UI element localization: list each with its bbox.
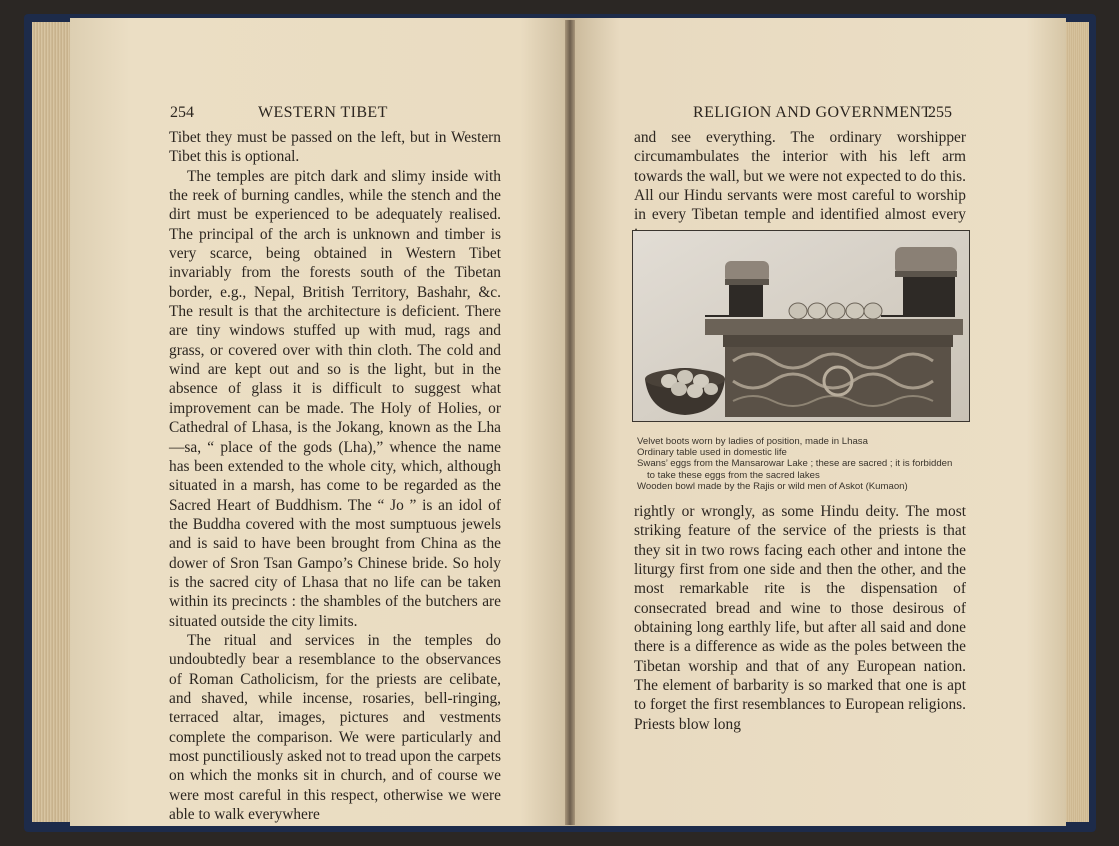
photograph-figure (632, 230, 970, 422)
right-running-head: RELIGION AND GOVERNMENT (693, 104, 932, 121)
paragraph: and see everything. The ordinary worshipper circumambulates the interior with his left arm towards the wall, but we were not expected to do this. All our Hindu servants were most careful to worship in every Tibetan temple and identified almost every (634, 129, 966, 224)
caption-line: Ordinary table used in domestic life (637, 447, 787, 459)
right-top-text (634, 128, 966, 244)
right-bottom-text (634, 502, 966, 734)
left-body-text (169, 128, 501, 824)
left-page (70, 18, 570, 826)
left-page-edges (32, 22, 74, 822)
paragraph: The temples are pitch dark and slimy inside with the reek of burning candles, while the stench and the dirt must be experienced to be adequately realised. The principal of the arch is unknown and timber is very scarce, being obtained in Western Tibet invariably from the forests south of the Tibetan border, e.g., Nepal, British Territory, Bashahr, &c. The result is that the architecture is deficient. There are tiny windows stuffed up with mud, rags and grass, or covered over with thin cloth. The cold and wind are kept out and so is the light, but in the absence of glass it is difficult to suggest what improvement can be made. The Holy of Holies, or Cathedral of Lhasa, is the Jokang, known as the Lha—sa, “ place of the gods (Lha),” whence the name has been extended to the whole city, which, although situated in a marsh, has come to be regarded as the Sacred Heart of Buddhism. The “ Jo ” is an idol of the Buddha covered with the most sumptuous jewels and is said to have been brought from China as the dower of Sron Tsan Gampo’s Chinese bride. So holy is the sacred city of Lhasa that no life can be taken within its precincts : the shambles of the butchers are situated outside the city limits. (169, 167, 501, 630)
right-page (570, 18, 1066, 826)
left-running-head: WESTERN TIBET (258, 104, 388, 121)
photo-illustration (633, 231, 969, 421)
right-page-edges (1063, 22, 1089, 822)
caption-line: to take these eggs from the sacred lakes (647, 469, 820, 481)
left-page-number: 254 (170, 104, 194, 121)
figure-caption (637, 436, 967, 492)
paragraph: rightly or wrongly, as some Hindu deity. The most striking feature of the service of the priests is that they sit in two rows facing each other and intone the liturgy first from one side and then the other, and the most remarkable rite is the dispensation of consecrated bread and wine to those desirous of obtaining long earthly life, but after all said and done there is a difference as wide as the poles between the Tibetan worship and that of any European nation. The element of barbarity is so marked that one is apt to forget the first resemblances to European religions. Priests blow long (634, 503, 966, 733)
book-gutter (565, 20, 575, 825)
paragraph: Tibet they must be passed on the left, but in Western Tibet this is optional. (169, 129, 501, 166)
caption-line: Swans’ eggs from the Mansarowar Lake ; these are sacred ; it is forbidden (637, 458, 953, 470)
paragraph: The ritual and services in the temples do undoubtedly bear a resemblance to the observances of Roman Catholicism, for the priests are celibate, and shaved, while incense, rosaries, bell-ringing, terraced altar, images, pictures and vestments complete the comparison. We were particularly and most punctiliously asked not to tread upon the carpets on which the monks sit in church, and of course we were most careful in this respect, otherwise we were able to walk everywhere (169, 631, 501, 824)
caption-line: Velvet boots worn by ladies of position, made in Lhasa (637, 436, 868, 447)
right-page-number: 255 (928, 104, 952, 121)
caption-line: Wooden bowl made by the Rajis or wild men of Askot (Kumaon) (637, 480, 908, 492)
